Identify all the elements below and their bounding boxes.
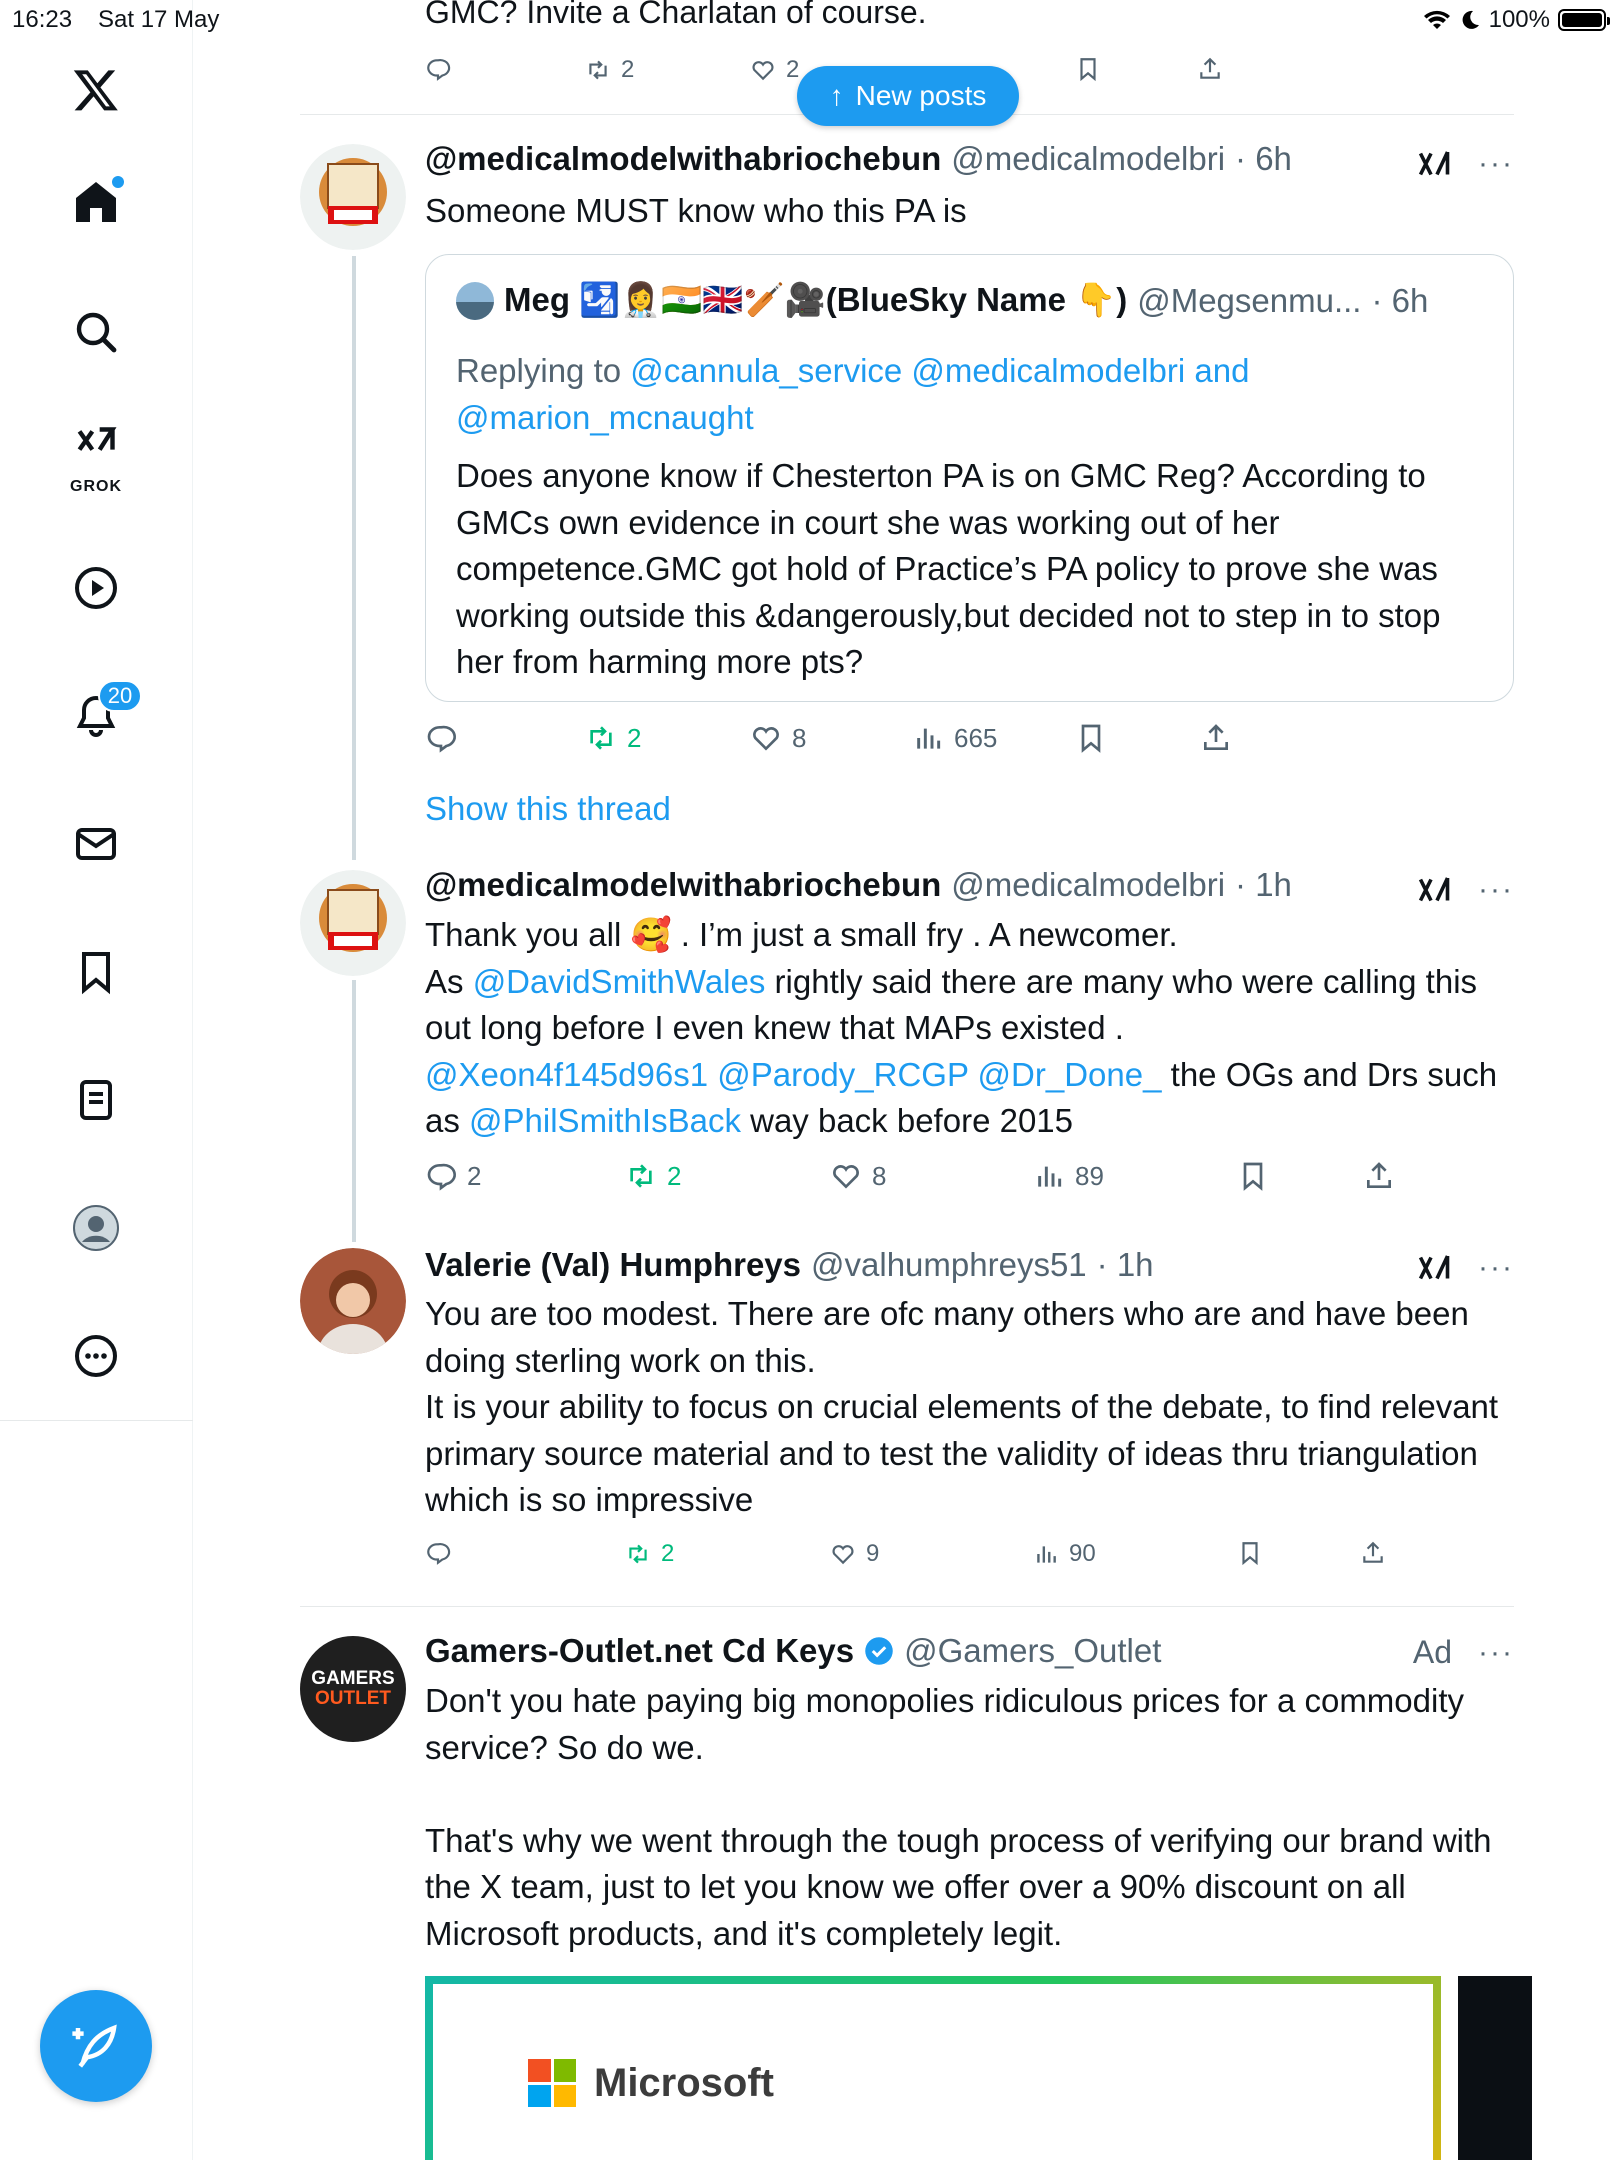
like-count: 8 xyxy=(792,722,807,753)
reply-count: 2 xyxy=(467,1160,482,1191)
quote-avatar xyxy=(456,282,494,320)
home-unread-dot xyxy=(112,176,124,188)
new-posts-button[interactable] xyxy=(797,66,1019,126)
avatar[interactable] xyxy=(300,870,406,976)
post-header xyxy=(425,1632,1161,1670)
views-button[interactable] xyxy=(912,722,997,754)
text-paragraph: You are too modest. There are ofc many others who are and have been doing sterling work on this. xyxy=(425,1295,1469,1379)
new-posts-label: New posts xyxy=(855,80,987,111)
x-logo-icon[interactable] xyxy=(62,56,130,124)
post-tools xyxy=(1416,146,1514,182)
bookmark-button[interactable] xyxy=(1075,722,1107,754)
divider xyxy=(300,1606,1514,1607)
views-chart-icon xyxy=(1033,1541,1059,1567)
post-actions xyxy=(425,1540,1510,1580)
post-tools xyxy=(1416,1250,1514,1286)
avatar[interactable] xyxy=(300,144,406,250)
like-button[interactable] xyxy=(830,1160,886,1192)
retweet-count: 2 xyxy=(661,1540,675,1567)
thread-line xyxy=(352,256,356,860)
sidebar-item-messages[interactable] xyxy=(62,810,130,878)
post-header xyxy=(425,140,1292,178)
grok-icon[interactable] xyxy=(1416,1250,1452,1286)
more-circle-icon xyxy=(72,1332,120,1380)
grok-icon xyxy=(74,424,118,468)
replying-prefix: Replying to xyxy=(456,352,622,389)
sidebar-item-profile[interactable] xyxy=(62,1194,130,1262)
text-paragraph: That's why we went through the tough process of verifying our brand with the X team, just to let you know we offer over a 90% discount on all Microsoft products, and it's completely legit. xyxy=(425,1821,1492,1952)
wifi-icon xyxy=(1423,9,1451,31)
more-options-icon[interactable]: ··· xyxy=(1478,1635,1514,1669)
battery-percent: 100% xyxy=(1488,6,1550,33)
avatar[interactable] xyxy=(300,1636,406,1742)
post-actions xyxy=(425,722,1510,762)
show-thread-link[interactable]: Show this thread xyxy=(425,790,671,827)
reply-icon xyxy=(425,722,457,754)
grok-label: GROK xyxy=(70,478,122,495)
profile-avatar-icon xyxy=(72,1204,120,1252)
post-1[interactable] xyxy=(300,0,1514,860)
post-time[interactable]: · 1h xyxy=(1235,866,1292,903)
post-tools xyxy=(1413,1634,1514,1671)
search-icon xyxy=(72,308,120,356)
like-count: 2 xyxy=(786,56,800,83)
text-segment: way back before 2015 xyxy=(740,1102,1073,1139)
views-button[interactable] xyxy=(1033,1540,1096,1568)
avatar-text: GAMERS xyxy=(311,1668,395,1689)
list-icon xyxy=(72,1076,120,1124)
battery-icon xyxy=(1558,9,1606,31)
avatar[interactable] xyxy=(300,1248,406,1354)
retweet-count: 2 xyxy=(627,722,642,753)
author-name[interactable]: @medicalmodelwithabriochebun xyxy=(425,866,942,903)
replying-to xyxy=(456,347,1476,441)
share-icon xyxy=(1360,1540,1386,1566)
quote-author-handle: @Megsenmu... xyxy=(1137,281,1362,319)
replying-mentions[interactable]: @cannula_service @medicalmodelbri and @marion_mcnaught xyxy=(456,352,1250,436)
status-date: Sat 17 May xyxy=(98,6,220,33)
sidebar-item-grok[interactable] xyxy=(62,420,130,495)
like-button[interactable] xyxy=(830,1540,879,1568)
compose-feather-icon xyxy=(69,2019,123,2073)
mention-links[interactable]: @Xeon4f145d96s1 @Parody_RCGP @Dr_Done_ xyxy=(425,1055,1162,1093)
retweet-count: 2 xyxy=(667,1160,682,1191)
card-brand: Microsoft xyxy=(594,2060,774,2105)
author-name[interactable]: Valerie (Val) Humphreys xyxy=(425,1246,802,1283)
author-handle[interactable]: @valhumphreys51 xyxy=(811,1246,1087,1283)
quote-header xyxy=(456,281,1428,320)
post-text xyxy=(425,912,1510,1145)
status-time: 16:23 xyxy=(12,6,73,33)
share-icon xyxy=(1200,722,1232,754)
quote-text: Does anyone know if Chesterton PA is on GMC Reg? According to GMCs own evidence in court she was working out of her competence.GMC got hold of Practice’s PA policy to prove she was working outside this &dangerously,but decided not to step in to stop her from harming more pts? xyxy=(456,457,1441,680)
bookmark-icon xyxy=(1075,722,1107,754)
microsoft-logo xyxy=(528,2059,774,2107)
like-count: 9 xyxy=(866,1540,880,1567)
play-circle-icon xyxy=(72,564,120,612)
text-segment: the OGs and Drs such as xyxy=(425,1055,1498,1139)
retweet-button[interactable] xyxy=(625,1160,681,1192)
views-chart-icon xyxy=(1033,1160,1065,1192)
ad-media-card-next[interactable] xyxy=(1458,1976,1532,2160)
views-count: 90 xyxy=(1069,1540,1096,1567)
quote-tweet[interactable] xyxy=(425,254,1514,702)
sidebar-item-video[interactable] xyxy=(62,554,130,622)
post-tools xyxy=(1416,872,1514,908)
more-options-icon[interactable]: ··· xyxy=(1478,147,1514,180)
reply-button[interactable] xyxy=(425,722,467,754)
microsoft-squares-icon xyxy=(528,2059,576,2107)
ad-label: Ad xyxy=(1412,1634,1453,1670)
views-count: 89 xyxy=(1075,1160,1104,1191)
like-count: 8 xyxy=(872,1160,887,1191)
heart-icon xyxy=(750,722,782,754)
bookmark-button[interactable] xyxy=(1237,1160,1269,1192)
retweet-button[interactable] xyxy=(585,722,641,754)
bookmark-icon xyxy=(72,948,120,996)
views-count: 665 xyxy=(954,722,998,753)
sidebar-item-explore[interactable] xyxy=(62,298,130,366)
notifications-badge: 20 xyxy=(98,680,142,712)
more-options-icon[interactable]: ··· xyxy=(1478,1251,1514,1284)
retweet-button[interactable] xyxy=(625,1540,674,1568)
share-button[interactable] xyxy=(1363,1160,1395,1192)
heart-icon xyxy=(830,1541,856,1567)
sidebar-item-more[interactable] xyxy=(62,1322,130,1390)
moon-icon xyxy=(1459,9,1481,31)
reply-button[interactable] xyxy=(425,1160,481,1192)
mention-link[interactable]: @PhilSmithIsBack xyxy=(469,1102,741,1139)
heart-icon xyxy=(830,1160,862,1192)
share-icon xyxy=(1363,1160,1395,1192)
partial-post-text: GMC? Invite a Charlatan of course. xyxy=(425,0,927,30)
post-text: Someone MUST know who this PA is xyxy=(425,192,967,229)
bookmark-button[interactable] xyxy=(1237,1540,1263,1566)
author-name[interactable]: Gamers-Outlet.net Cd Keys xyxy=(425,1632,855,1669)
mention-link[interactable]: @DavidSmithWales xyxy=(472,962,766,1000)
post-text xyxy=(425,1678,1510,1957)
text-segment: rightly said there are many who were calling this out long before I even knew that MAPs existed . xyxy=(425,962,1478,1046)
reply-icon xyxy=(425,1160,457,1192)
grok-icon[interactable] xyxy=(1416,146,1452,182)
sidebar-item-home[interactable] xyxy=(62,168,130,236)
sidebar-separator xyxy=(0,1420,193,1421)
reply-icon xyxy=(425,1540,451,1566)
bookmark-icon xyxy=(1237,1540,1263,1566)
ad-media-card[interactable] xyxy=(425,1976,1441,2160)
sidebar-item-notifications[interactable] xyxy=(62,682,133,750)
post-time[interactable]: · 1h xyxy=(1096,1246,1154,1283)
author-handle[interactable]: @medicalmodelbri xyxy=(951,866,1226,903)
more-options-icon[interactable]: ··· xyxy=(1478,873,1514,906)
verified-badge-icon xyxy=(864,1636,894,1666)
author-handle[interactable]: @medicalmodelbri xyxy=(951,140,1226,177)
post-actions xyxy=(425,1160,1510,1200)
author-handle[interactable]: @Gamers_Outlet xyxy=(904,1632,1162,1669)
thread-line xyxy=(352,980,356,1242)
arrow-up-icon: ↑ xyxy=(829,80,844,111)
mail-icon xyxy=(72,820,120,868)
retweet-icon xyxy=(625,1541,651,1567)
text-line: Thank you all 🥰 . I’m just a small fry . A newcomer. xyxy=(425,916,1178,953)
retweet-icon xyxy=(625,1160,657,1192)
reply-button[interactable] xyxy=(425,1540,461,1566)
card-product-graphic xyxy=(1073,2154,1373,2160)
text-segment: As xyxy=(425,962,473,1000)
status-right xyxy=(1423,6,1606,34)
views-chart-icon xyxy=(912,722,944,754)
quote-time: · 6h xyxy=(1371,281,1429,319)
retweet-icon xyxy=(585,722,617,754)
quote-author-name: Meg 🛂👩‍⚕️🇮🇳🇬🇧🏏🎥(BlueSky Name 👇) xyxy=(504,281,1128,318)
retweet-count: 2 xyxy=(621,56,635,83)
grok-icon[interactable] xyxy=(1416,872,1452,908)
post-header xyxy=(425,866,1292,904)
sidebar-item-lists[interactable] xyxy=(62,1066,130,1134)
avatar-text: OUTLET xyxy=(315,1688,391,1709)
compose-button[interactable] xyxy=(40,1990,152,2102)
post-time[interactable]: · 6h xyxy=(1235,140,1292,177)
share-button[interactable] xyxy=(1200,722,1232,754)
text-paragraph: It is your ability to focus on crucial elements of the debate, to find relevant primary source material and to test the validity of ideas thru triangulation which is so impressive xyxy=(425,1388,1499,1518)
post-text xyxy=(425,1291,1510,1524)
text-paragraph: Don't you hate paying big monopolies ridiculous prices for a commodity service? So do we. xyxy=(425,1682,1465,1766)
sidebar xyxy=(0,0,193,2160)
views-button[interactable] xyxy=(1033,1160,1104,1192)
author-name[interactable]: @medicalmodelwithabriochebun xyxy=(425,140,942,177)
like-button[interactable] xyxy=(750,722,806,754)
status-bar xyxy=(0,0,1620,40)
post-header xyxy=(425,1246,1154,1284)
sidebar-item-bookmarks[interactable] xyxy=(62,938,130,1006)
bookmark-icon xyxy=(1237,1160,1269,1192)
share-button[interactable] xyxy=(1360,1540,1386,1566)
